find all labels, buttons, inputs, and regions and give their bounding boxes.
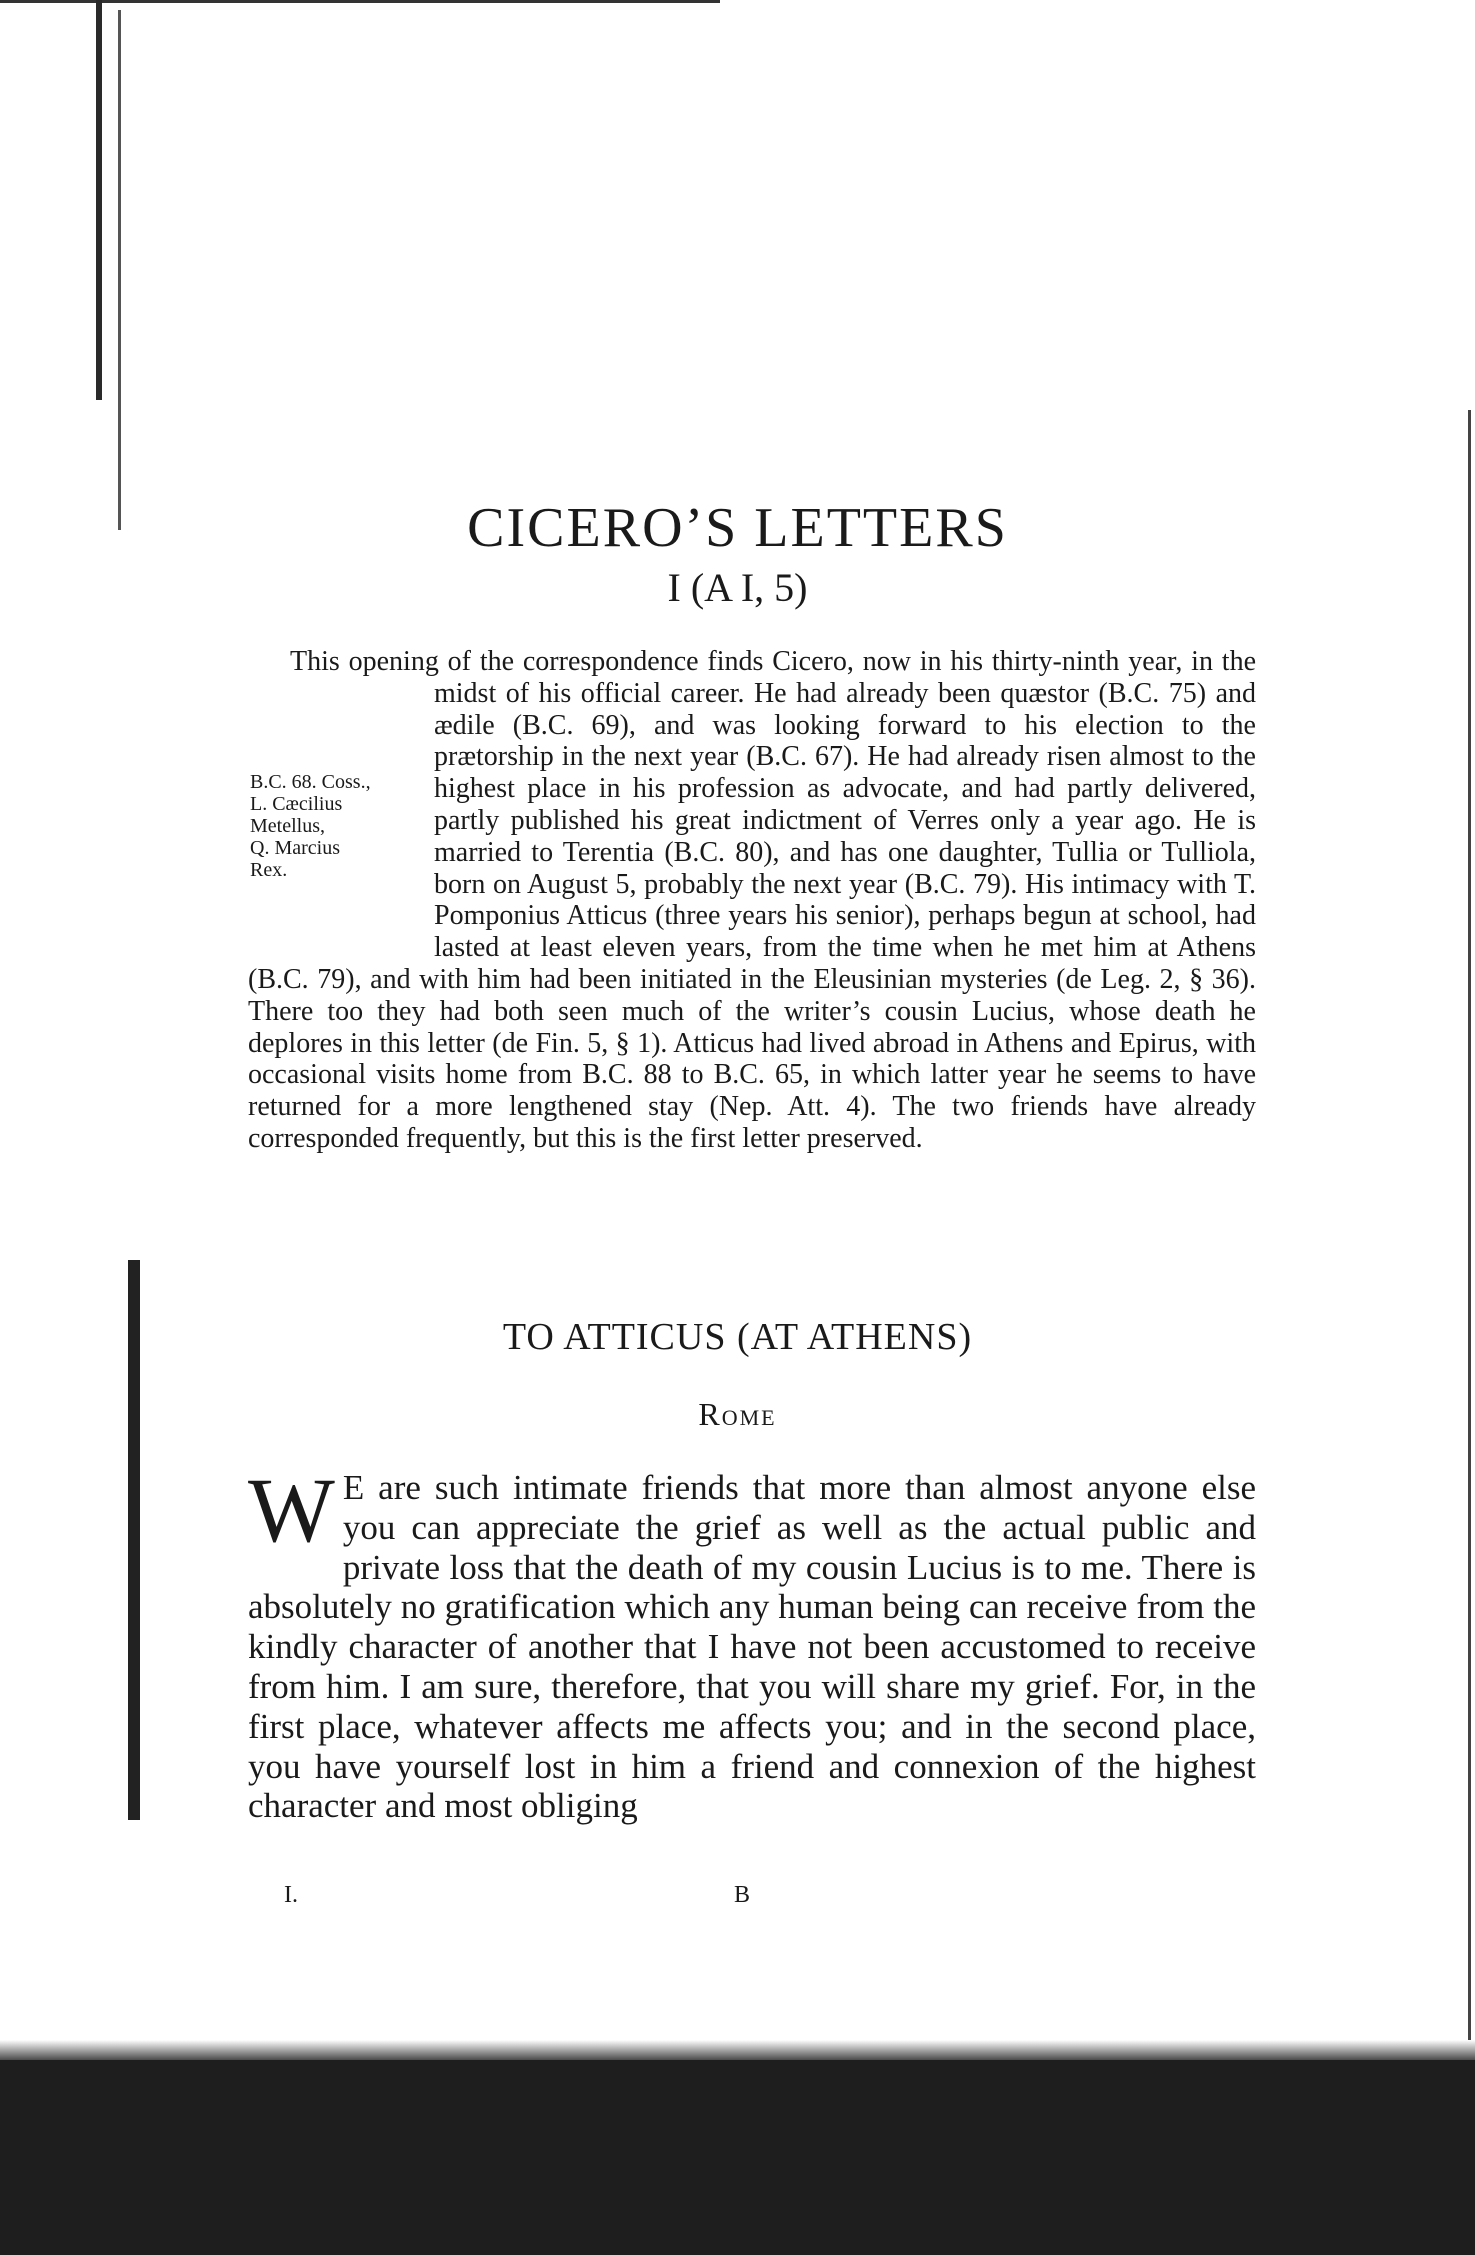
scan-edge-bottom	[0, 2060, 1475, 2255]
letter-addressee: TO ATTICUS (AT ATHENS)	[502, 1316, 973, 1358]
margin-note-line: Q. Marcius	[250, 837, 340, 859]
intro-text: This opening of the correspondence finds Cicero, now in his thirty-ninth year, in the midst of his official career. He had already been quæstor (B.C. 75) and ædile (B.C. 69), and was looking forward to his election to the prætorship in the next year (B.C. 67). He had already risen almost to the highest place in his profession as advocate, and had partly delivered, partly published his great indictment of Verres only a year ago. He is married to Terentia (B.C. 80), and has one daughter, Tullia or Tulliola, born on August 5, probably the next year (B.C. 79). His intimacy with T. Pomponius Atticus (three years his senior), perhaps begun at school, had lasted at least eleven years, from the time when he met him at Athens (B.C. 79), and with him had been initiated in the Eleusinian mysteries (de Leg. 2, § 36). There too they had both seen much of the writer’s cousin Lucius, whose death he deplores in this letter (de Fin. 5, § 1). Atticus had lived abroad in Athens and Epirus, with occasional visits home from B.C. 88 to B.C. 65, in which latter year he seems to have returned for a more lengthened stay (Nep. Att. 4). The two friends have already corresponded frequently, but this is the first letter preserved.	[248, 646, 1256, 1154]
letter-place: Rome	[698, 1396, 777, 1432]
letter-body	[248, 1459, 1256, 1826]
margin-note-line: Rex.	[250, 859, 288, 881]
scan-edge-bottom-fade	[0, 2040, 1475, 2062]
scan-edge-left	[96, 0, 102, 400]
margin-note	[250, 771, 430, 881]
drop-cap: W	[248, 1459, 335, 1561]
footer-mark: B	[734, 1882, 751, 1908]
scan-edge-left-thin	[118, 10, 121, 530]
scan-edge-top	[0, 0, 720, 3]
footer-signature: I.	[284, 1882, 298, 1908]
page-title: CICERO’S LETTERS	[467, 496, 1008, 559]
letter-text: E are such intimate friends that more than almost anyone else you can appreciate the grief as well as the actual public and private loss that the death of my cousin Lucius is to me. There is absolutely no gratification which any human being can receive from the kindly character of another that I have not been accustomed to receive from him. I am sure, therefore, that you will share my grief. For, in the first place, whatever affects me affects you; and in the second place, you have yourself lost in him a friend and connexion of the highest character and most obliging	[248, 1468, 1256, 1826]
margin-note-line: L. Cæcilius	[250, 793, 343, 815]
margin-note-line: B.C. 68. Coss.,	[250, 771, 371, 793]
margin-note-line: Metellus,	[250, 815, 325, 837]
intro-paragraph	[248, 646, 1256, 1155]
scan-edge-right	[1468, 410, 1471, 2070]
letter-number: I (A I, 5)	[667, 565, 808, 610]
